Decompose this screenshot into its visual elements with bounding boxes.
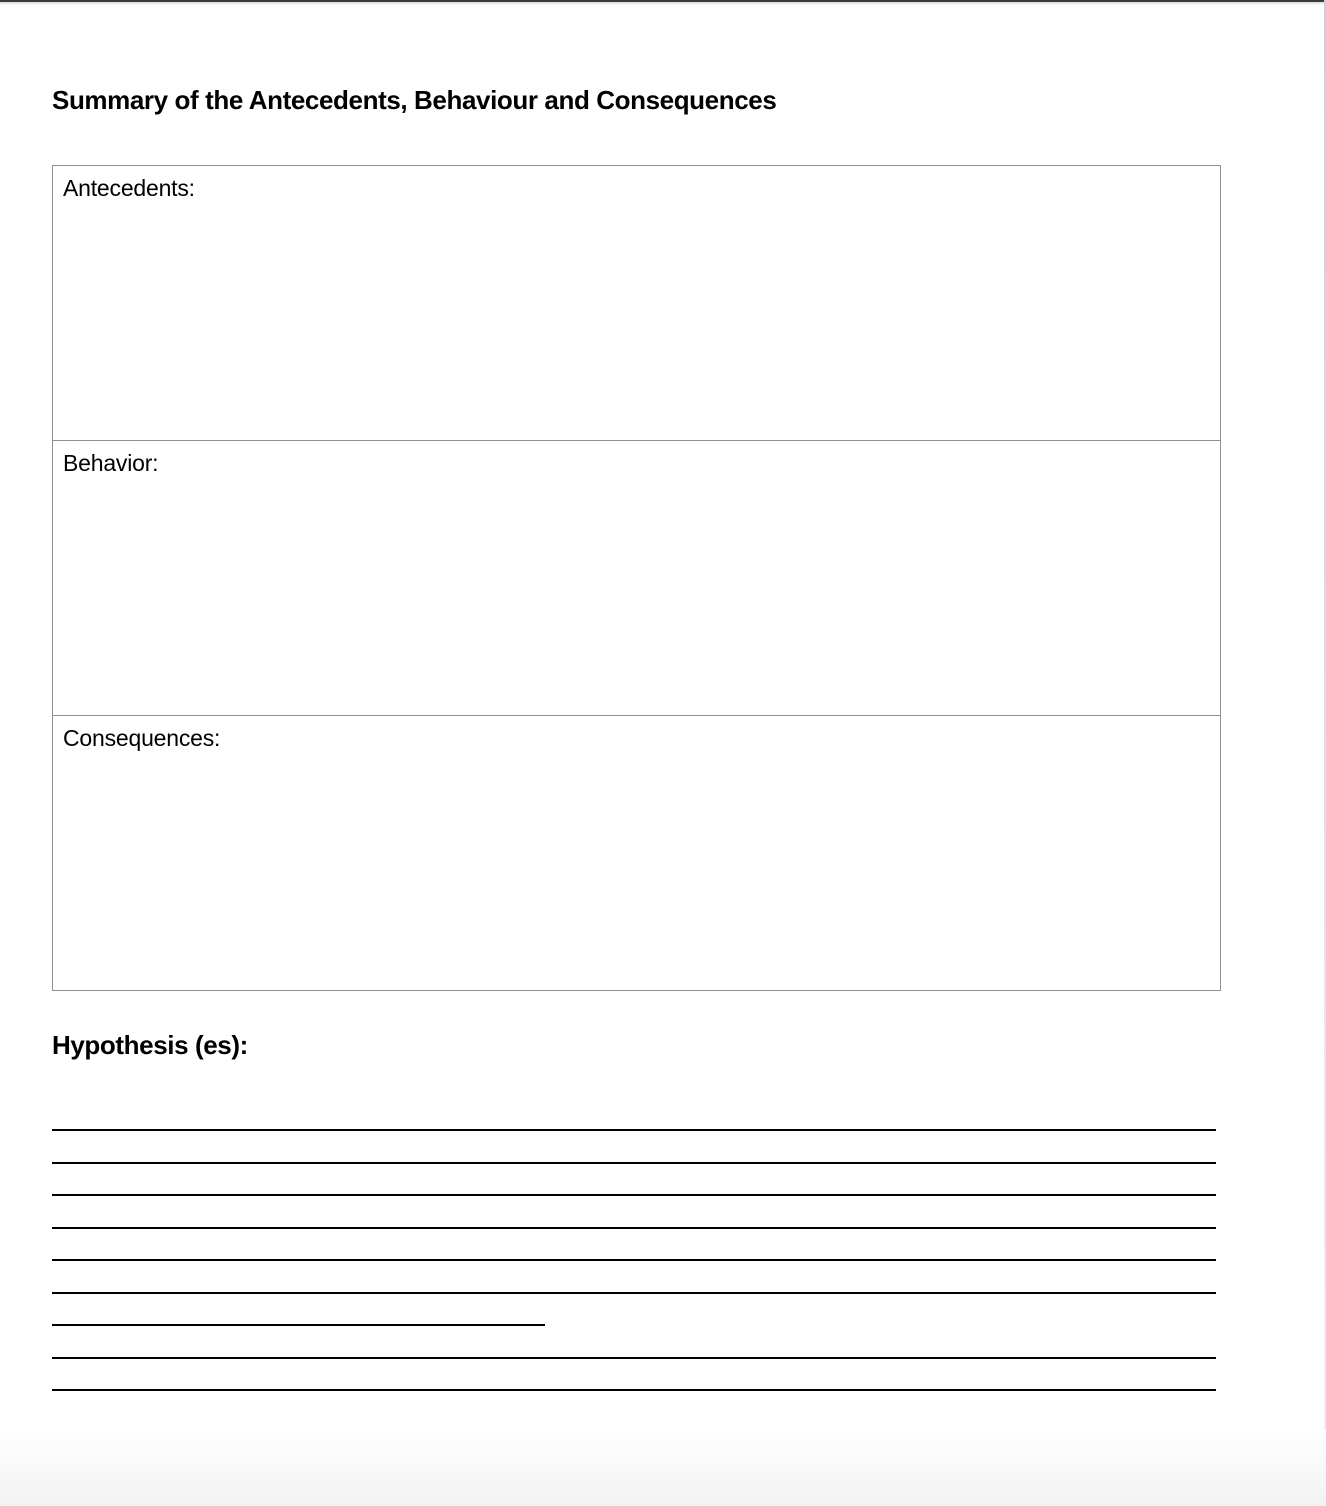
answer-line[interactable] <box>52 1259 1216 1261</box>
consequences-label: Consequences: <box>63 725 221 751</box>
bottom-page-shadow <box>0 1430 1326 1506</box>
answer-line[interactable] <box>52 1357 1216 1359</box>
answer-line[interactable] <box>52 1292 1216 1294</box>
summary-heading: Summary of the Antecedents, Behaviour and Consequences <box>52 85 777 115</box>
answer-line-short[interactable] <box>52 1324 545 1326</box>
hypothesis-heading: Hypothesis (es): <box>52 1030 248 1060</box>
table-row-consequences <box>53 716 1221 991</box>
behavior-cell[interactable] <box>53 441 1221 716</box>
antecedents-cell[interactable] <box>53 166 1221 441</box>
hypothesis-answer-lines <box>52 1129 1216 1422</box>
table-row-behavior <box>53 441 1221 716</box>
behavior-label: Behavior: <box>63 450 159 476</box>
answer-line[interactable] <box>52 1162 1216 1164</box>
table-row-antecedents <box>53 166 1221 441</box>
answer-line[interactable] <box>52 1129 1216 1131</box>
answer-line[interactable] <box>52 1389 1216 1391</box>
answer-line[interactable] <box>52 1194 1216 1196</box>
consequences-cell[interactable] <box>53 716 1221 991</box>
answer-line[interactable] <box>52 1227 1216 1229</box>
abc-summary-table <box>52 165 1221 991</box>
antecedents-label: Antecedents: <box>63 175 195 201</box>
top-page-border-shadow <box>0 2 1326 5</box>
